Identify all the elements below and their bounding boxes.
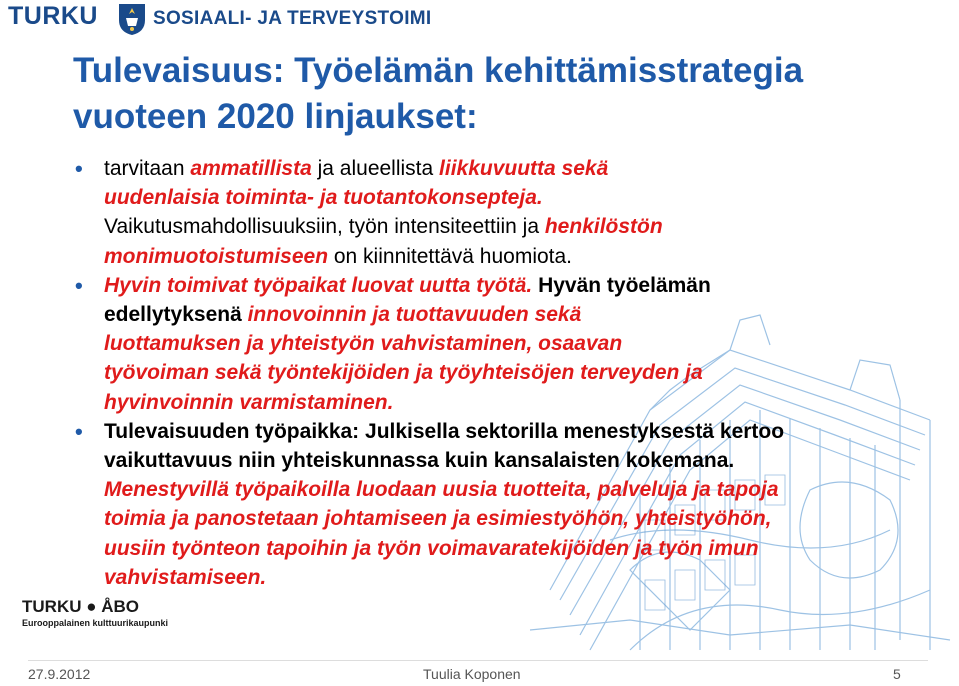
bullet-line bbox=[104, 154, 945, 183]
bullet-icon: • bbox=[75, 272, 83, 298]
bullet-line bbox=[104, 271, 945, 300]
body-text: edellytyksenä bbox=[104, 303, 248, 327]
turku-abo-logo bbox=[22, 597, 168, 628]
highlight-text: uusiin työnteon tapoihin ja työn voimavaratekijöiden ja työn imun bbox=[104, 536, 759, 560]
highlight-text: Hyvin toimivat työpaikat luovat uutta työtä. bbox=[104, 273, 533, 297]
highlight-text: uudenlaisia toiminta- ja tuotantokonsepteja. bbox=[104, 186, 543, 210]
bullet-line bbox=[104, 475, 945, 504]
bullet-line bbox=[104, 446, 945, 475]
body-text: ja alueellista bbox=[311, 157, 440, 180]
bullet-line bbox=[104, 329, 945, 358]
highlight-text: vahvistamiseen. bbox=[104, 565, 267, 589]
bullet-item bbox=[75, 417, 945, 592]
bullet-line bbox=[104, 417, 945, 446]
body-text: tarvitaan bbox=[104, 157, 191, 180]
highlight-text: toimia ja panostetaan johtamiseen ja esimiestyöhön, yhteistyöhön, bbox=[104, 507, 772, 531]
highlight-text: luottamuksen ja yhteistyön vahvistaminen, osaavan bbox=[104, 332, 623, 356]
body-text: on kiinnitettävä huomiota. bbox=[328, 244, 573, 268]
highlight-text: henkilöstön bbox=[544, 215, 663, 239]
body-text: Vaikutusmahdollisuuksiin, työn intensiteettiin ja bbox=[104, 215, 545, 239]
city-crest-icon bbox=[117, 2, 147, 36]
page-number: 5 bbox=[893, 666, 901, 682]
highlight-text: innovoinnin ja tuottavuuden sekä bbox=[247, 303, 582, 327]
footer-divider bbox=[28, 660, 928, 661]
bullet-icon: • bbox=[75, 156, 83, 181]
turku-logo: TURKU bbox=[8, 2, 98, 30]
bullet-line bbox=[104, 563, 945, 592]
highlight-text: hyvinvoinnin varmistaminen. bbox=[104, 390, 394, 414]
bullet-icon: • bbox=[75, 418, 83, 444]
bullet-item bbox=[75, 271, 945, 417]
body-text: Tulevaisuuden työpaikka: Julkisella sektorilla menestyksestä kertoo bbox=[104, 419, 785, 443]
slide-header bbox=[0, 0, 959, 40]
bullet-line bbox=[104, 212, 945, 241]
body-text: Hyvän työelämän bbox=[532, 273, 711, 297]
bullet-line bbox=[104, 242, 945, 271]
department-name: SOSIAALI- JA TERVEYSTOIMI bbox=[153, 8, 432, 29]
bullet-line bbox=[104, 358, 945, 387]
title-line-1: Tulevaisuus: Työelämän kehittämisstrategia bbox=[73, 51, 804, 90]
highlight-text: Menestyvillä työpaikoilla luodaan uusia tuotteita, palveluja ja tapoja bbox=[104, 478, 779, 502]
bullet-line bbox=[104, 534, 945, 563]
title-line-2: vuoteen 2020 linjaukset: bbox=[73, 97, 478, 136]
bullet-line bbox=[104, 388, 945, 417]
highlight-text: ammatillista bbox=[190, 157, 312, 180]
highlight-text: monimuotoistumiseen bbox=[104, 244, 329, 268]
culture-capital-caption: Eurooppalainen kulttuurikaupunki bbox=[22, 618, 169, 628]
highlight-text: työvoiman sekä työntekijöiden ja työyhteisöjen terveyden ja bbox=[104, 361, 703, 385]
footer-date: 27.9.2012 bbox=[28, 666, 91, 682]
bullet-line bbox=[104, 300, 945, 329]
bullet-line bbox=[104, 504, 945, 533]
slide-title bbox=[73, 48, 933, 140]
body-text: vaikuttavuus niin yhteiskunnassa kuin kansalaisten kokemana. bbox=[104, 449, 735, 473]
turku-abo-logo-text: TURKU ● ÅBO bbox=[22, 597, 139, 616]
bullet-item bbox=[75, 154, 945, 271]
bullet-line bbox=[104, 183, 945, 212]
bullet-list bbox=[75, 154, 945, 592]
highlight-text: liikkuvuutta sekä bbox=[439, 157, 609, 180]
footer-author: Tuulia Koponen bbox=[423, 666, 521, 682]
